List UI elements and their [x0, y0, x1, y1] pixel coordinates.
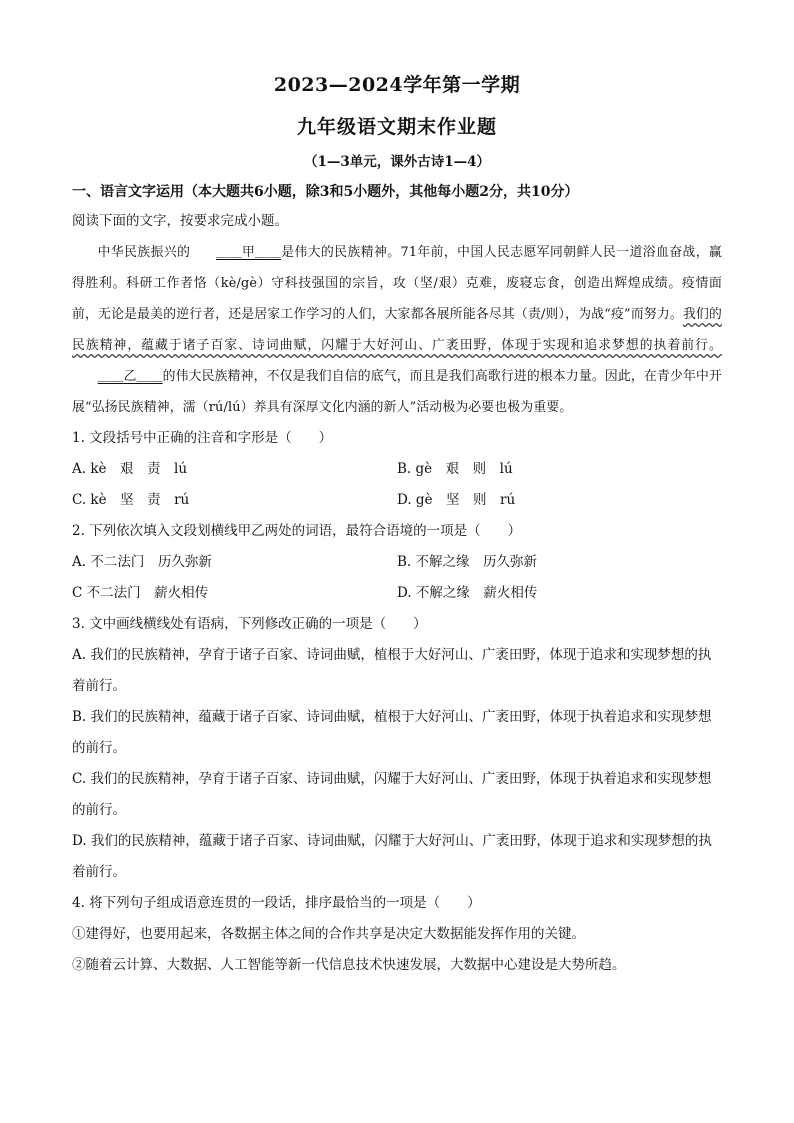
exam-year-title: 2023—2024学年第一学期	[273, 74, 521, 96]
question-3-stem: 3. 文中画线横线处有语病，下列修改正确的一项是（ ）	[72, 616, 427, 632]
exam-scope: （1—3单元，课外古诗1—4）	[303, 154, 491, 170]
q4-sentence-2: ②随着云计算、大数据、人工智能等新一代信息技术快速发展，大数据中心建设是大势所趋。	[72, 957, 626, 973]
blank-jia: ＿＿甲＿＿	[215, 245, 281, 260]
exam-title: 九年级语文期末作业题	[296, 116, 497, 138]
question-1-options-row1	[72, 454, 722, 485]
question-2-options-row2	[72, 578, 722, 609]
blank-yi: ＿＿乙＿＿	[97, 369, 163, 384]
section-heading: 一、语言文字运用（本大题共6小题，除3和5小题外，其他每小题2分，共10分）	[72, 184, 579, 200]
q3-option-c: C. 我们的民族精神，孕育于诸子百家、诗词曲赋，闪耀于大好河山、广袤田野，体现于执着追求和实现梦想的前行。	[72, 771, 712, 818]
underlined-sentence: 我们的民族精神，蕴藏于诸子百家、诗词曲赋，闪耀于大好河山、广袤田野，体现于实现和追求梦想的执着前行。	[72, 307, 723, 353]
q3-option-b: B. 我们的民族精神，蕴藏于诸子百家、诗词曲赋，植根于大好河山、广袤田野，体现于执着追求和实现梦想的前行。	[72, 709, 712, 756]
q3-option-d: D. 我们的民族精神，蕴藏于诸子百家、诗词曲赋，闪耀于大好河山、广袤田野，体现于追求和实现梦想的执着前行。	[72, 833, 712, 880]
question-2-options-row1	[72, 547, 722, 578]
question-1-stem: 1. 文段括号中正确的注音和字形是（ ）	[72, 430, 333, 446]
q1-option-c: C. kè 坚 责 rú	[72, 492, 190, 508]
q2-option-b: B. 不解之缘 历久弥新	[397, 554, 538, 570]
q4-sentence-1: ①建得好，也要用起来，各数据主体之间的合作共享是决定大数据能发挥作用的关键。	[72, 926, 585, 942]
reading-passage	[72, 237, 722, 423]
q2-option-a: A. 不二法门 历久弥新	[72, 554, 212, 570]
q1-option-b: B. gè 艰 则 lú	[397, 461, 513, 477]
passage-text-3: 的伟大民族精神，不仅是我们自信的底气，而且是我们高歌行进的根本力量。因此，在青少年中开展“弘扬民族精神，濡（rú/lú）养具有深厚文化内涵的新人”活动极为必要也极为重要。	[72, 369, 722, 415]
instruction: 阅读下面的文字，按要求完成小题。	[72, 213, 288, 229]
q1-option-a: A. kè 艰 责 lú	[72, 461, 188, 477]
question-4-stem: 4. 将下列句子组成语意连贯的一段话，排序最恰当的一项是（ ）	[72, 895, 481, 911]
passage-text-1: 中华民族振兴的	[97, 245, 191, 260]
question-1-options-row2	[72, 485, 722, 516]
q1-option-d: D. gè 坚 则 rú	[397, 492, 516, 508]
question-2-stem: 2. 下列依次填入文段划横线甲乙两处的词语，最符合语境的一项是（ ）	[72, 523, 522, 539]
q3-option-a: A. 我们的民族精神，孕育于诸子百家、诗词曲赋，植根于大好河山、广袤田野，体现于追求和实现梦想的执着前行。	[72, 647, 712, 694]
q2-option-d: D. 不解之缘 薪火相传	[397, 585, 538, 601]
passage-text-2: 是伟大的民族精神。71年前，中国人民志愿军同朝鲜人民一道浴血奋战，赢得胜利。科研工作者恪（kè/gè）守科技强国的宗旨，攻（坚/艰）克难，废寝忘食，创造出辉煌成绩。疫情面前，无论是最美的逆行者，还是居家工作学习的人们，大家都各展所能各尽其（责/则），为战“疫”而努力。	[72, 245, 722, 322]
exam-content	[72, 178, 722, 981]
q2-option-c: C 不二法门 薪火相传	[72, 585, 209, 601]
